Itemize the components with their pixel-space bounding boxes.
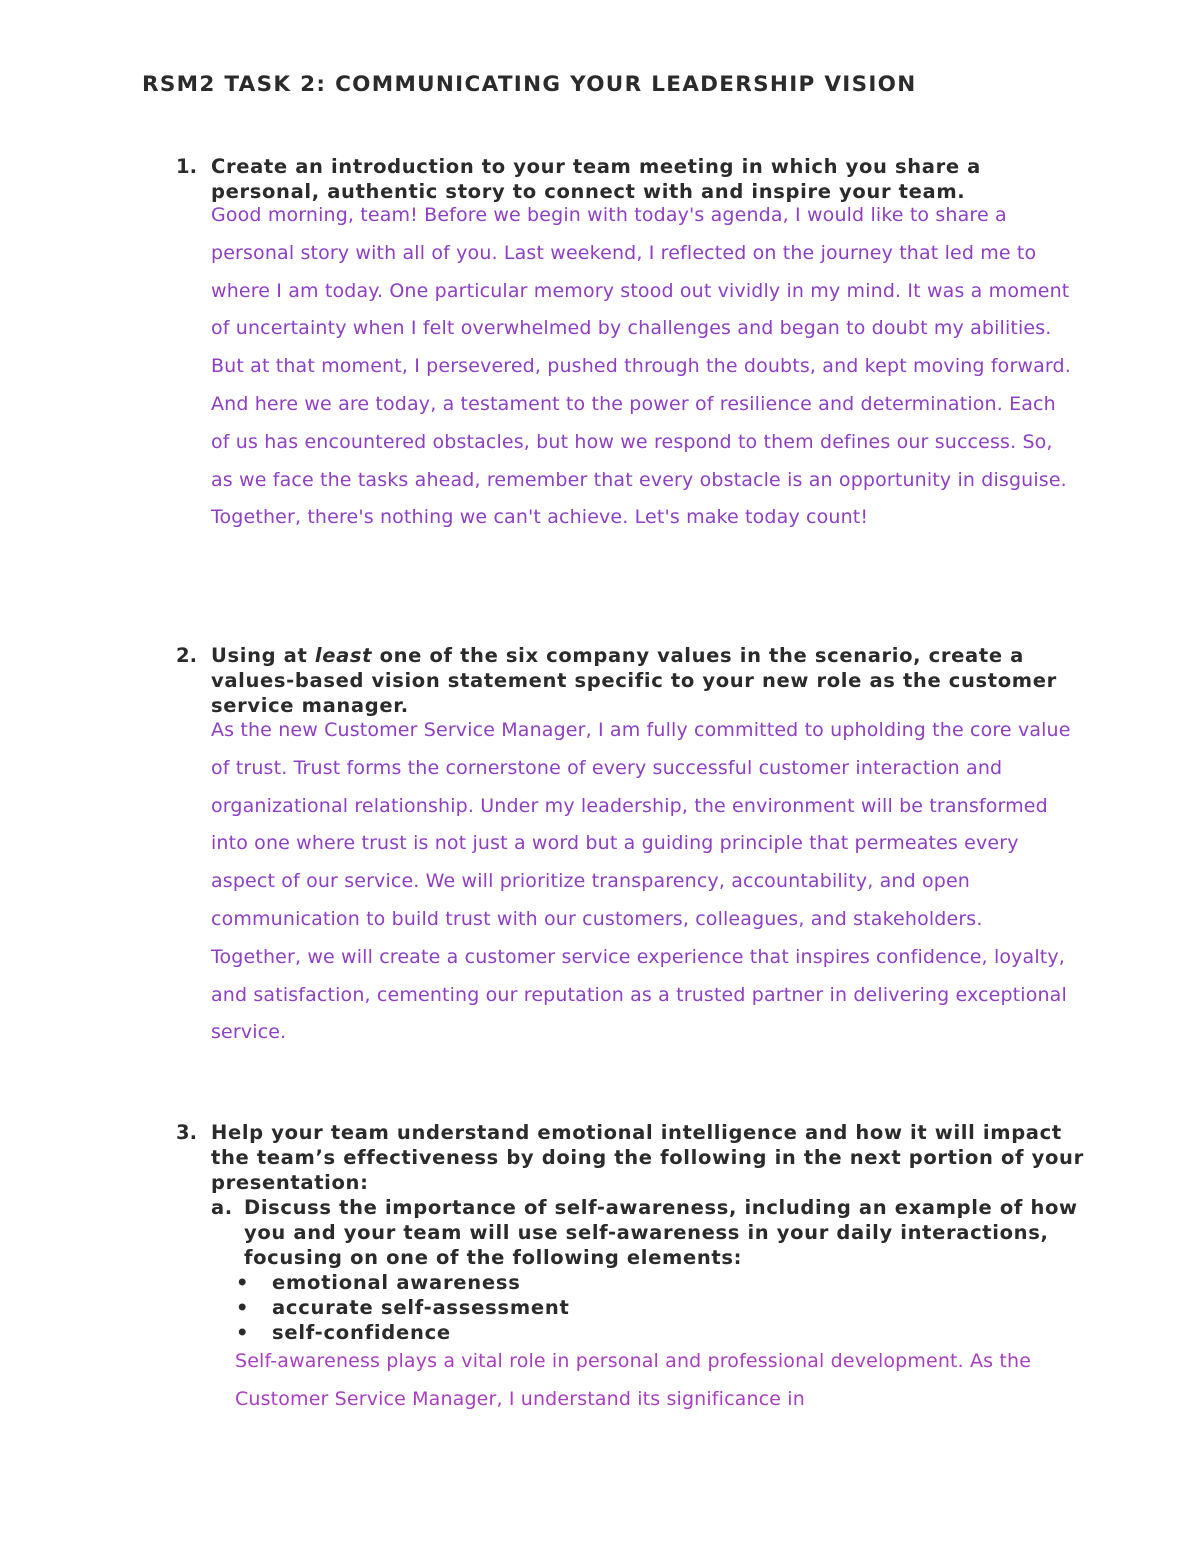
bullet-item: [236, 1270, 570, 1295]
bullet-item: [236, 1295, 570, 1320]
section-3-number: 3.: [176, 1121, 197, 1144]
document-title: RSM2 TASK 2: COMMUNICATING YOUR LEADERSHIP VISION: [142, 72, 917, 97]
section-1-answer: Good morning, team! Before we begin with today's agenda, I would like to share a personal story with all of you. Last weekend, I reflected on the journey that led me to where I am today. One particular memory stood out vividly in my mind. It was a moment of uncertainty when I felt overwhelmed by challenges and began to doubt my abilities. But at that moment, I persevered, pushed through the doubts, and kept moving forward. And here we are today, a testament to the power of resilience and determination. Each of us has encountered obstacles, but how we respond to them defines our success. So, as we face the tasks ahead, remember that every obstacle is an opportunity in disguise. Together, there's nothing we can't achieve. Let's make today count!: [211, 204, 1071, 529]
section-2-answer: As the new Customer Service Manager, I am fully committed to upholding the core value of trust. Trust forms the cornerstone of every successful customer interaction and organizational relationship. Under my leadership, the environment will be transformed into one where trust is not just a word but a guiding principle that permeates every aspect of our service. We will prioritize transparency, accountability, and open communication to build trust with our customers, colleagues, and stakeholders. Together, we will create a customer service experience that inspires confidence, loyalty, and satisfaction, cementing our reputation as a trusted partner in delivering exceptional service.: [211, 719, 1071, 1044]
bullet-dot: •: [236, 1296, 250, 1319]
section-2-number: 2.: [176, 644, 197, 667]
element-bullet-list: [236, 1270, 570, 1345]
section-2-prompt-emphasis: least: [314, 644, 373, 667]
section-3a-answer: Self-awareness plays a vital role in personal and professional development. As the Customer Service Manager, I understand its significance in: [235, 1350, 1032, 1410]
section-3a-prompt: Discuss the importance of self-awareness, including an example of how you and your team will use self-awareness in your daily interactions, focusing on one of the following elements:: [244, 1196, 1078, 1269]
bullet-label: self-confidence: [272, 1321, 451, 1344]
section-3-prompt: Help your team understand emotional intelligence and how it will impact the team’s effectiveness by doing the following in the next portion of your presentation:: [211, 1121, 1084, 1194]
section-2-prompt-pre: Using at: [211, 644, 315, 667]
bullet-label: emotional awareness: [272, 1271, 521, 1294]
section-3a: [211, 1195, 1091, 1270]
bullet-item: [236, 1320, 570, 1345]
bullet-dot: •: [236, 1271, 250, 1294]
section-2-prompt: [211, 643, 1091, 718]
bullet-dot: •: [236, 1321, 250, 1344]
section-1-number: 1.: [176, 155, 197, 178]
section-1-prompt: Create an introduction to your team meeting in which you share a personal, authentic story to connect with and inspire your team.: [211, 155, 981, 203]
bullet-label: accurate self-assessment: [272, 1296, 570, 1319]
section-2-prompt-post: one of the six company values in the scenario, create a values-based vision statement specific to your new role as the customer service manager.: [211, 644, 1057, 717]
section-3a-letter: a.: [211, 1196, 233, 1219]
